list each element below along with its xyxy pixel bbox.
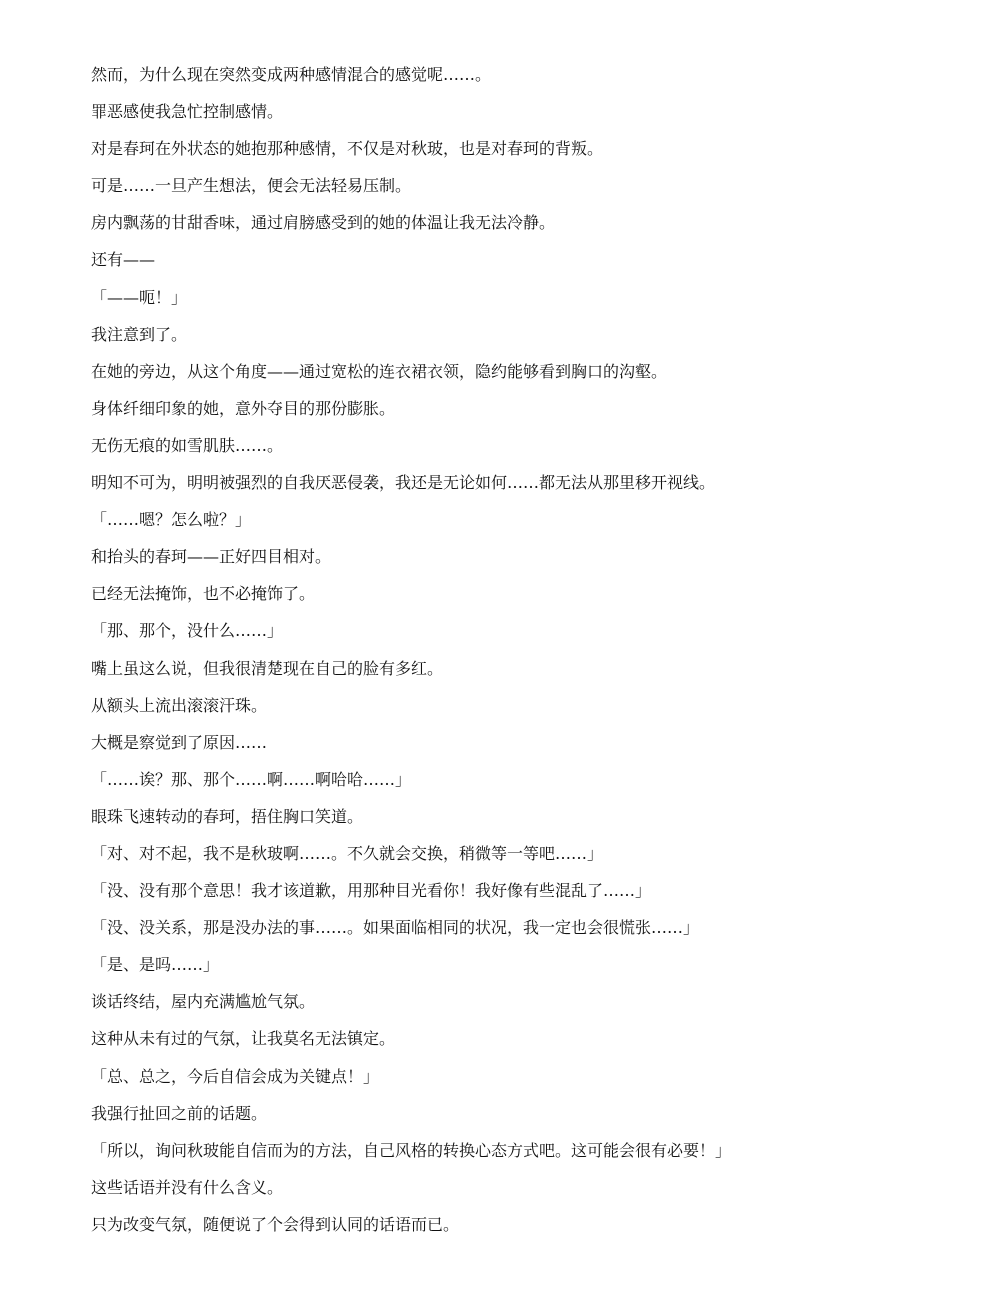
paragraph-line: 我注意到了。 [91, 324, 188, 344]
paragraph-line: 已经无法掩饰，也不必掩饰了。 [91, 584, 316, 604]
paragraph-line: 从额头上流出滚滚汗珠。 [91, 695, 268, 715]
paragraph-line: 然而，为什么现在突然变成两种感情混合的感觉呢……。 [91, 65, 492, 84]
paragraph-line: 身体纤细印象的她，意外夺目的那份膨胀。 [91, 398, 396, 418]
paragraph-line: 和抬头的春珂——正好四目相对。 [91, 547, 332, 567]
paragraph-line: 我强行扯回之前的话题。 [91, 1103, 268, 1123]
text-body [91, 60, 971, 1247]
paragraph-line: 对是春珂在外状态的她抱那种感情，不仅是对秋玻，也是对春珂的背叛。 [91, 139, 604, 159]
paragraph-line: 明知不可为，明明被强烈的自我厌恶侵袭，我还是无论如何……都无法从那里移开视线。 [91, 473, 716, 493]
paragraph-line: 眼珠飞速转动的春珂，捂住胸口笑道。 [91, 806, 364, 826]
dialogue-line: 「对、对不起，我不是秋玻啊……。不久就会交换，稍微等一等吧……」 [91, 843, 604, 863]
paragraph-line: 谈话终结，屋内充满尴尬气氛。 [91, 992, 316, 1012]
dialogue-line: 「没、没有那个意思！我才该道歉，用那种目光看你！我好像有些混乱了……」 [91, 881, 652, 901]
paragraph-line: 罪恶感使我急忙控制感情。 [91, 102, 284, 122]
paragraph-line: 还有—— [91, 250, 156, 270]
paragraph-line: 这些话语并没有什么含义。 [91, 1177, 284, 1197]
dialogue-line: 「没、没关系，那是没办法的事……。如果面临相同的状况，我一定也会很慌张……」 [91, 918, 700, 938]
paragraph-line: 房内飘荡的甘甜香味，通过肩膀感受到的她的体温让我无法冷静。 [91, 213, 556, 233]
dialogue-line: 「……嗯？怎么啦？」 [91, 510, 252, 530]
paragraph-line: 嘴上虽这么说，但我很清楚现在自己的脸有多红。 [91, 658, 444, 678]
paragraph-line: 无伤无痕的如雪肌肤……。 [91, 435, 284, 455]
dialogue-line: 「所以，询问秋玻能自信而为的方法，自己风格的转换心态方式吧。这可能会很有必要！」 [91, 1140, 732, 1160]
paragraph-line: 这种从未有过的气氛，让我莫名无法镇定。 [91, 1029, 396, 1049]
dialogue-line: 「总、总之，今后自信会成为关键点！」 [91, 1066, 380, 1086]
paragraph-line: 只为改变气氛，随便说了个会得到认同的话语而已。 [91, 1214, 460, 1234]
dialogue-line: 「——呃！」 [91, 287, 188, 307]
paragraph-line: 大概是察觉到了原因…… [91, 732, 268, 752]
dialogue-line: 「是、是吗……」 [91, 955, 220, 975]
paragraph-line: 在她的旁边，从这个角度——通过宽松的连衣裙衣领，隐约能够看到胸口的沟壑。 [91, 361, 668, 381]
dialogue-line: 「……诶？那、那个……啊……啊哈哈……」 [91, 769, 412, 789]
paragraph-line: 可是……一旦产生想法，便会无法轻易压制。 [91, 176, 412, 196]
dialogue-line: 「那、那个，没什么……」 [91, 621, 284, 641]
